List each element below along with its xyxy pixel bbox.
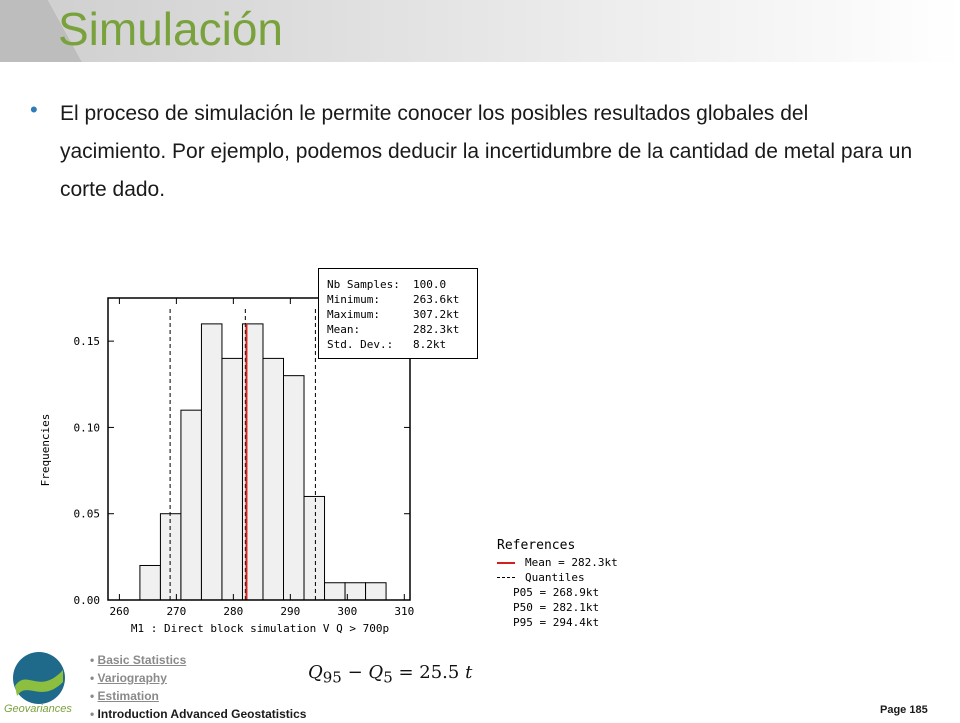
histogram-bar bbox=[222, 358, 243, 600]
nav-item-basic-statistics[interactable]: • Basic Statistics bbox=[90, 653, 187, 667]
x-axis-label: M1 : Direct block simulation V Q > 700p bbox=[130, 622, 390, 635]
y-tick-label: 0.00 bbox=[73, 594, 100, 607]
slide-title: Simulación bbox=[58, 3, 283, 55]
stats-key: Minimum: bbox=[327, 293, 380, 306]
stats-key: Mean: bbox=[327, 323, 361, 336]
mean-swatch bbox=[497, 562, 515, 564]
histogram-bar bbox=[325, 583, 346, 600]
stats-row bbox=[327, 337, 477, 352]
nav-label[interactable]: Basic Statistics bbox=[97, 653, 187, 667]
x-tick-label: 270 bbox=[166, 605, 187, 618]
y-tick-label: 0.10 bbox=[73, 421, 100, 435]
bullet-text: El proceso de simulación le permite conocer los posibles resultados globales del yacimiento. Por ejemplo, podemos deducir la incertidumbre de la cantidad de metal para un corte dado. bbox=[60, 102, 913, 201]
stats-row bbox=[327, 307, 477, 322]
x-tick-label: 300 bbox=[337, 605, 358, 618]
stats-row bbox=[327, 322, 477, 337]
y-axis-label: Frequencies bbox=[39, 413, 52, 487]
stats-value: 282.3kt bbox=[413, 323, 460, 336]
formula-q1: Q bbox=[308, 662, 323, 683]
histogram-bar bbox=[304, 496, 325, 600]
histogram-bar bbox=[263, 358, 284, 600]
histogram-bar bbox=[201, 324, 222, 600]
nav-label: Introduction Advanced Geostatistics bbox=[97, 707, 307, 721]
stats-box bbox=[318, 268, 478, 359]
formula-q2: Q bbox=[368, 662, 384, 683]
formula bbox=[308, 662, 472, 687]
formula-unit: t bbox=[465, 662, 473, 683]
x-tick-label: 280 bbox=[223, 605, 244, 618]
stats-row bbox=[327, 292, 477, 307]
formula-eq: = 25.5 bbox=[398, 662, 460, 683]
references-title: References bbox=[497, 538, 576, 553]
stats-value: 8.2kt bbox=[413, 338, 447, 351]
page-number: Page 185 bbox=[880, 704, 928, 716]
histogram-bar bbox=[284, 376, 305, 600]
stats-value: 100.0 bbox=[413, 278, 447, 291]
legend-mean bbox=[497, 555, 618, 570]
stats-value: 263.6kt bbox=[413, 293, 460, 306]
histogram-bar bbox=[140, 565, 161, 600]
formula-sub1: 95 bbox=[322, 668, 342, 687]
y-tick-label: 0.05 bbox=[73, 507, 100, 521]
legend-quantiles bbox=[497, 570, 618, 585]
formula-sub2: 5 bbox=[383, 668, 393, 687]
stats-key: Nb Samples: bbox=[327, 278, 400, 291]
stats-key: Maximum: bbox=[327, 308, 380, 321]
stats-row bbox=[327, 277, 477, 292]
histogram-bar bbox=[345, 583, 366, 600]
histogram-bar bbox=[181, 410, 202, 600]
logo-text: Geovariances bbox=[4, 703, 72, 715]
histogram-bar bbox=[160, 514, 181, 600]
references-legend bbox=[497, 538, 618, 630]
nav-item-estimation[interactable]: • Estimation bbox=[90, 689, 159, 703]
stats-key: Std. Dev.: bbox=[327, 338, 394, 351]
bullet-dot: • bbox=[30, 97, 38, 122]
legend-mean-label: Mean = 282.3kt bbox=[525, 556, 618, 569]
legend-quantiles-label: Quantiles bbox=[525, 571, 585, 584]
nav-item-variography[interactable]: • Variography bbox=[90, 671, 167, 685]
legend-p50: P50 = 282.1kt bbox=[513, 601, 600, 614]
legend-p95: P95 = 294.4kt bbox=[513, 616, 600, 629]
nav-label[interactable]: Variography bbox=[97, 671, 167, 685]
quantile-swatch bbox=[497, 577, 515, 578]
logo-icon bbox=[5, 648, 83, 708]
section-nav bbox=[90, 651, 306, 723]
x-tick-label: 260 bbox=[109, 605, 130, 618]
nav-label[interactable]: Estimation bbox=[97, 689, 159, 703]
legend-p05: P05 = 268.9kt bbox=[513, 586, 600, 599]
stats-value: 307.2kt bbox=[413, 308, 460, 321]
nav-item-introduction-advanced-geostatistics: • Introduction Advanced Geostatistics bbox=[90, 707, 307, 721]
x-tick-label: 290 bbox=[280, 605, 301, 618]
y-tick-label: 0.15 bbox=[73, 335, 100, 349]
x-tick-label: 310 bbox=[394, 605, 415, 618]
histogram-bar bbox=[366, 583, 387, 600]
formula-op: − bbox=[347, 662, 363, 683]
